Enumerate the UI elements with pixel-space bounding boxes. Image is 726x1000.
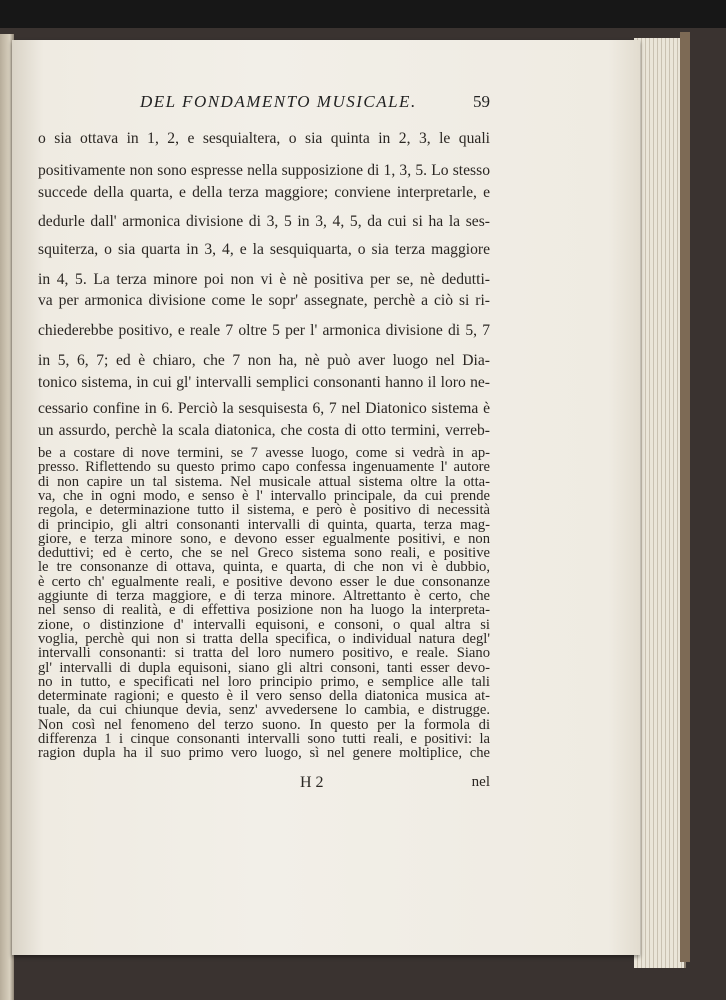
text-line: in 5, 6, 7; ed è chiaro, che 7 non ha, nè può aver luogo nel Dia- bbox=[38, 352, 490, 369]
text-line: tuale, da cui chiunque devia, senz' avvedersene lo cambia, e distrugge. bbox=[38, 702, 490, 719]
text-line: le tre consonanze di ottava, quinta, e quarta, di che non vi è dubbio, bbox=[38, 559, 490, 576]
text-line: nel senso di realità, e di effettiva posizione non ha luogo la interpreta- bbox=[38, 602, 490, 619]
text-line: be a costare di nove termini, se 7 avesse luogo, come si vedrà in ap- bbox=[38, 445, 490, 461]
text-line: giore, e terza minore sono, e devono esser egualmente positivi, e non bbox=[38, 530, 490, 547]
text-line: succede della quarta, e della terza maggiore; conviene interpretarle, e bbox=[38, 184, 490, 201]
text-line: aggiunte di terza maggiore, e di terza minore. Altrettanto è certo, che bbox=[38, 588, 490, 604]
text-line: tonico sistema, in cui gl' intervalli semplici consonanti hanno il loro ne- bbox=[38, 374, 490, 391]
text-line: di principio, gli altri consonanti intervalli di quinta, quarta, terza mag- bbox=[38, 516, 490, 533]
text-line: deduttivi; ed è certo, che se nel Greco sistema sono reali, e positive bbox=[38, 545, 490, 562]
text-line: squiterza, o sia quarta in 3, 4, e la sesquiquarta, o sia terza maggiore bbox=[38, 241, 490, 258]
text-line: cessario confine in 6. Perciò la sesquisesta 6, 7 nel Diatonico sistema è bbox=[38, 400, 490, 417]
signature-mark: H 2 bbox=[300, 774, 324, 791]
text-line: o sia ottava in 1, 2, e sesquialtera, o sia quinta in 2, 3, le quali bbox=[38, 130, 490, 147]
text-line: di non capire un tal sistema. Nel musicale attual sistema oltre la otta- bbox=[38, 473, 490, 490]
text-line: positivamente non sono espresse nella supposizione di 1, 3, 5. Lo stesso bbox=[38, 162, 490, 179]
text-line: voglia, perchè qui non si tratta della specifica, o individual natura degl' bbox=[38, 630, 490, 647]
text-line: un assurdo, perchè la scala diatonica, che costa di otto termini, verreb- bbox=[38, 422, 490, 439]
text-line: è certo ch' egualmente reali, e positive devono esser le due consonanze bbox=[38, 573, 490, 590]
text-line: Non così nel fenomeno del terzo suono. In questo per la formola di bbox=[38, 716, 490, 733]
text-line: ragion dupla ha il suo primo vero luogo, sì nel genere moltiplice, che bbox=[38, 745, 490, 762]
text-line: dedurle dall' armonica divisione di 3, 5 in 3, 4, 5, da cui si ha la ses- bbox=[38, 213, 490, 230]
text-line: no in tutto, e specificati nel loro principio primo, e semplice alle tali bbox=[38, 673, 490, 690]
catchword: nel bbox=[471, 774, 490, 790]
text-line: differenza 1 i cinque consonanti intervalli sono tutti reali, e positivi: la bbox=[38, 731, 490, 747]
text-line: regola, e determinazione tutto il sistema, e però è positivo di necessità bbox=[38, 502, 490, 519]
text-line: va per armonica divisione come le sopr' assegnate, perchè a ciò si ri- bbox=[38, 292, 490, 309]
text-line: intervalli consonanti: si tratta del loro numero positivo, e reale. Siano bbox=[38, 645, 490, 662]
text-line: gl' intervalli di dupla equisoni, siano gli altri consoni, tanti esser devo- bbox=[38, 659, 490, 676]
book-cover-edge bbox=[680, 32, 690, 962]
text-line: va, che in ogni modo, e senso è l' intervallo principale, da cui prende bbox=[38, 487, 490, 504]
text-line: determinate ragioni; e questo è il vero senso della diatonica musica at- bbox=[38, 688, 490, 705]
text-line: zione, o distinzione d' intervalli equisoni, e consoni, o qual altra si bbox=[38, 616, 490, 633]
page-stack-edge bbox=[634, 38, 686, 968]
text-line: presso. Riflettendo su questo primo capo confessa ingenuamente l' autore bbox=[38, 459, 490, 476]
running-head: DEL FONDAMENTO MUSICALE. bbox=[140, 92, 417, 111]
text-line: in 4, 5. La terza minore poi non vi è nè positiva per se, nè dedutti- bbox=[38, 271, 490, 288]
page-number: 59 bbox=[473, 92, 490, 111]
text-line: chiederebbe positivo, e reale 7 oltre 5 per l' armonica divisione di 5, 7 bbox=[38, 322, 490, 339]
